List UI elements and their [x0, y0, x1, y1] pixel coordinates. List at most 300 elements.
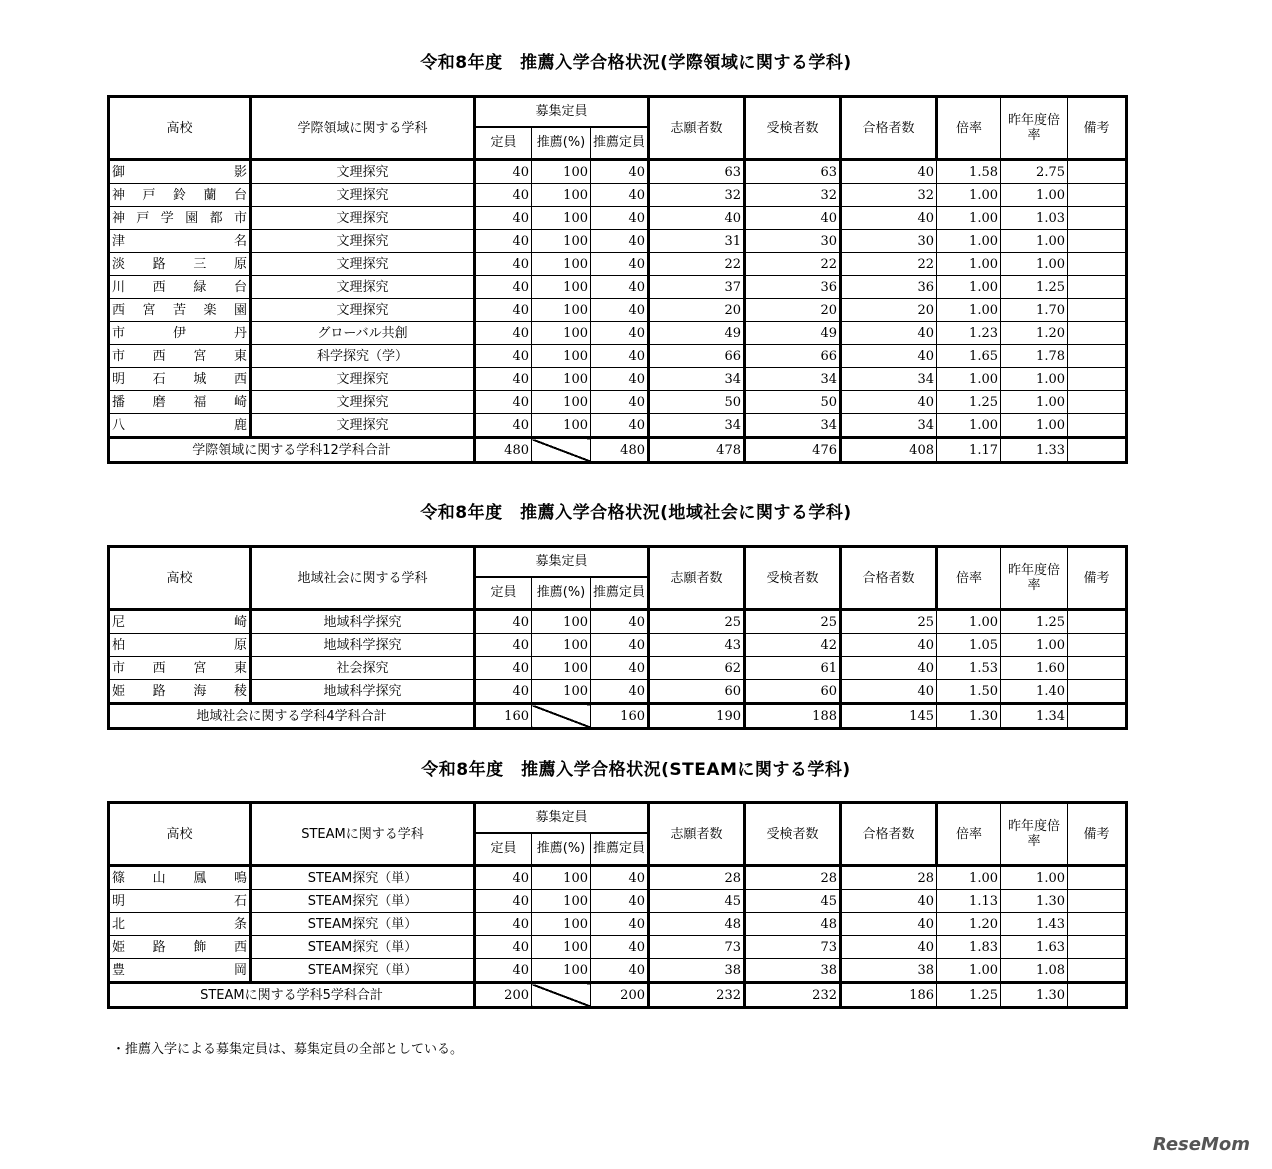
results-table: [107, 545, 1128, 730]
total-row: [109, 983, 1127, 1008]
cell-suisen-teiin: 40: [591, 866, 649, 890]
cell-remarks: [1068, 657, 1127, 680]
header-teiin: 定員: [475, 577, 532, 610]
cell-prev-ratio: 1.30: [1001, 890, 1068, 913]
table-title: 令和8年度 推薦入学合格状況(地域社会に関する学科): [420, 503, 852, 523]
header-school: 高校: [109, 547, 251, 610]
cell-examinees: 28: [745, 866, 841, 890]
cell-passed: 22: [841, 253, 937, 276]
cell-ratio: 1.00: [937, 959, 1001, 983]
cell-examinees: 25: [745, 610, 841, 634]
cell-department: STEAM探究（単）: [251, 913, 475, 936]
cell-prev-ratio: 1.00: [1001, 230, 1068, 253]
cell-suisen-pct: 100: [532, 866, 591, 890]
table-row: [109, 253, 1127, 276]
cell-applicants: 50: [649, 391, 745, 414]
cell-teiin: 40: [475, 207, 532, 230]
cell-school: 淡路三原: [109, 253, 251, 276]
cell-prev-ratio: 1.78: [1001, 345, 1068, 368]
header-suisen-teiin: 推薦定員: [591, 833, 649, 866]
cell-passed: 40: [841, 160, 937, 184]
cell-passed: 40: [841, 391, 937, 414]
header-school: 高校: [109, 803, 251, 866]
cell-suisen-pct: 100: [532, 184, 591, 207]
cell-teiin: 40: [475, 299, 532, 322]
total-applicants: 190: [649, 704, 745, 729]
header-capacity: 募集定員: [475, 97, 649, 127]
header-ratio: 倍率: [937, 547, 1001, 610]
cell-suisen-teiin: 40: [591, 657, 649, 680]
cell-remarks: [1068, 299, 1127, 322]
cell-passed: 40: [841, 345, 937, 368]
cell-remarks: [1068, 345, 1127, 368]
cell-department: STEAM探究（単）: [251, 936, 475, 959]
cell-suisen-pct: 100: [532, 414, 591, 438]
cell-school: 姫路海稜: [109, 680, 251, 704]
cell-remarks: [1068, 414, 1127, 438]
total-suisen-teiin: 160: [591, 704, 649, 729]
cell-suisen-teiin: 40: [591, 634, 649, 657]
table-row: [109, 414, 1127, 438]
cell-ratio: 1.50: [937, 680, 1001, 704]
cell-examinees: 61: [745, 657, 841, 680]
cell-suisen-teiin: 40: [591, 936, 649, 959]
cell-teiin: 40: [475, 160, 532, 184]
header-suisen-pct: 推薦(%): [532, 577, 591, 610]
cell-examinees: 73: [745, 936, 841, 959]
cell-prev-ratio: 2.75: [1001, 160, 1068, 184]
cell-passed: 40: [841, 913, 937, 936]
cell-ratio: 1.00: [937, 276, 1001, 299]
cell-teiin: 40: [475, 936, 532, 959]
cell-suisen-pct: 100: [532, 680, 591, 704]
header-passed: 合格者数: [841, 803, 937, 866]
cell-applicants: 73: [649, 936, 745, 959]
cell-suisen-teiin: 40: [591, 959, 649, 983]
cell-suisen-teiin: 40: [591, 276, 649, 299]
cell-suisen-pct: 100: [532, 322, 591, 345]
cell-department: 文理探究: [251, 276, 475, 299]
cell-teiin: 40: [475, 184, 532, 207]
table-row: [109, 160, 1127, 184]
table-row: [109, 207, 1127, 230]
cell-suisen-pct: 100: [532, 276, 591, 299]
header-teiin: 定員: [475, 833, 532, 866]
total-ratio: 1.30: [937, 704, 1001, 729]
total-row: [109, 704, 1127, 729]
total-prev-ratio: 1.34: [1001, 704, 1068, 729]
footnote: ・推薦入学による募集定員は、募集定員の全部としている。: [112, 1042, 464, 1057]
cell-ratio: 1.25: [937, 391, 1001, 414]
cell-department: 文理探究: [251, 253, 475, 276]
cell-suisen-teiin: 40: [591, 368, 649, 391]
cell-prev-ratio: 1.00: [1001, 368, 1068, 391]
cell-remarks: [1068, 253, 1127, 276]
cell-examinees: 49: [745, 322, 841, 345]
cell-prev-ratio: 1.00: [1001, 391, 1068, 414]
cell-suisen-pct: 100: [532, 913, 591, 936]
resemom-logo: ReseMom: [1152, 1134, 1250, 1155]
table-row: [109, 299, 1127, 322]
cell-passed: 36: [841, 276, 937, 299]
cell-suisen-teiin: 40: [591, 299, 649, 322]
cell-applicants: 34: [649, 368, 745, 391]
cell-examinees: 36: [745, 276, 841, 299]
cell-teiin: 40: [475, 368, 532, 391]
cell-suisen-teiin: 40: [591, 207, 649, 230]
cell-remarks: [1068, 936, 1127, 959]
cell-teiin: 40: [475, 680, 532, 704]
cell-teiin: 40: [475, 322, 532, 345]
header-passed: 合格者数: [841, 547, 937, 610]
cell-school: 姫路飾西: [109, 936, 251, 959]
results-table: [107, 801, 1128, 1009]
total-applicants: 232: [649, 983, 745, 1008]
results-table: [107, 95, 1128, 464]
cell-prev-ratio: 1.00: [1001, 414, 1068, 438]
cell-school: 神戸鈴蘭台: [109, 184, 251, 207]
table-row: [109, 634, 1127, 657]
cell-teiin: 40: [475, 866, 532, 890]
cell-remarks: [1068, 276, 1127, 299]
cell-ratio: 1.00: [937, 414, 1001, 438]
cell-school: 播磨福崎: [109, 391, 251, 414]
cell-passed: 40: [841, 634, 937, 657]
cell-ratio: 1.13: [937, 890, 1001, 913]
table-title: 令和8年度 推薦入学合格状況(STEAMに関する学科): [421, 760, 851, 780]
cell-remarks: [1068, 680, 1127, 704]
header-remarks: 備考: [1068, 803, 1127, 866]
cell-passed: 20: [841, 299, 937, 322]
cell-ratio: 1.00: [937, 299, 1001, 322]
total-examinees: 188: [745, 704, 841, 729]
cell-passed: 25: [841, 610, 937, 634]
cell-department: 文理探究: [251, 368, 475, 391]
total-examinees: 232: [745, 983, 841, 1008]
cell-ratio: 1.20: [937, 913, 1001, 936]
total-prev-ratio: 1.30: [1001, 983, 1068, 1008]
total-teiin: 480: [475, 438, 532, 463]
table-row: [109, 657, 1127, 680]
cell-prev-ratio: 1.00: [1001, 184, 1068, 207]
cell-suisen-pct: 100: [532, 657, 591, 680]
cell-prev-ratio: 1.70: [1001, 299, 1068, 322]
cell-suisen-teiin: 40: [591, 253, 649, 276]
cell-remarks: [1068, 913, 1127, 936]
cell-school: 柏原: [109, 634, 251, 657]
cell-prev-ratio: 1.20: [1001, 322, 1068, 345]
header-remarks: 備考: [1068, 547, 1127, 610]
total-examinees: 476: [745, 438, 841, 463]
cell-department: STEAM探究（単）: [251, 866, 475, 890]
table-row: [109, 322, 1127, 345]
table-row: [109, 610, 1127, 634]
cell-department: 科学探究（学）: [251, 345, 475, 368]
header-prev-ratio: 昨年度倍率: [1001, 803, 1068, 866]
cell-examinees: 20: [745, 299, 841, 322]
cell-school: 明石: [109, 890, 251, 913]
cell-suisen-pct: 100: [532, 936, 591, 959]
header-passed: 合格者数: [841, 97, 937, 160]
cell-examinees: 48: [745, 913, 841, 936]
cell-teiin: 40: [475, 253, 532, 276]
cell-school: 八鹿: [109, 414, 251, 438]
table-row: [109, 184, 1127, 207]
cell-school: 市伊丹: [109, 322, 251, 345]
cell-applicants: 28: [649, 866, 745, 890]
cell-department: 文理探究: [251, 299, 475, 322]
cell-ratio: 1.00: [937, 610, 1001, 634]
cell-department: 文理探究: [251, 414, 475, 438]
cell-teiin: 40: [475, 230, 532, 253]
total-label: 地域社会に関する学科4学科合計: [109, 704, 475, 729]
cell-passed: 40: [841, 680, 937, 704]
cell-suisen-teiin: 40: [591, 322, 649, 345]
cell-remarks: [1068, 959, 1127, 983]
cell-teiin: 40: [475, 610, 532, 634]
cell-ratio: 1.00: [937, 253, 1001, 276]
cell-teiin: 40: [475, 657, 532, 680]
header-prev-ratio: 昨年度倍率: [1001, 97, 1068, 160]
header-examinees: 受検者数: [745, 547, 841, 610]
cell-prev-ratio: 1.00: [1001, 253, 1068, 276]
cell-suisen-teiin: 40: [591, 890, 649, 913]
cell-school: 西宮苦楽園: [109, 299, 251, 322]
header-ratio: 倍率: [937, 97, 1001, 160]
cell-school: 北条: [109, 913, 251, 936]
cell-school: 市西宮東: [109, 345, 251, 368]
cell-examinees: 30: [745, 230, 841, 253]
cell-department: グローバル共創: [251, 322, 475, 345]
cell-school: 市西宮東: [109, 657, 251, 680]
cell-applicants: 38: [649, 959, 745, 983]
cell-passed: 34: [841, 368, 937, 391]
cell-department: 文理探究: [251, 184, 475, 207]
cell-applicants: 32: [649, 184, 745, 207]
header-applicants: 志願者数: [649, 803, 745, 866]
cell-department: STEAM探究（単）: [251, 890, 475, 913]
total-teiin: 160: [475, 704, 532, 729]
cell-examinees: 40: [745, 207, 841, 230]
total-passed: 186: [841, 983, 937, 1008]
total-suisen-teiin: 200: [591, 983, 649, 1008]
total-suisen-pct-slash: [532, 983, 591, 1008]
cell-examinees: 38: [745, 959, 841, 983]
cell-department: STEAM探究（単）: [251, 959, 475, 983]
cell-applicants: 62: [649, 657, 745, 680]
cell-department: 文理探究: [251, 160, 475, 184]
cell-remarks: [1068, 368, 1127, 391]
cell-school: 御影: [109, 160, 251, 184]
table-row: [109, 866, 1127, 890]
header-examinees: 受検者数: [745, 97, 841, 160]
header-row: [109, 547, 1127, 577]
cell-department: 文理探究: [251, 230, 475, 253]
cell-suisen-teiin: 40: [591, 913, 649, 936]
cell-suisen-pct: 100: [532, 610, 591, 634]
cell-school: 津名: [109, 230, 251, 253]
cell-suisen-pct: 100: [532, 207, 591, 230]
cell-passed: 40: [841, 657, 937, 680]
cell-school: 明石城西: [109, 368, 251, 391]
cell-department: 地域科学探究: [251, 610, 475, 634]
cell-remarks: [1068, 322, 1127, 345]
cell-ratio: 1.53: [937, 657, 1001, 680]
header-applicants: 志願者数: [649, 547, 745, 610]
cell-ratio: 1.00: [937, 866, 1001, 890]
cell-applicants: 48: [649, 913, 745, 936]
header-applicants: 志願者数: [649, 97, 745, 160]
cell-teiin: 40: [475, 391, 532, 414]
cell-school: 豊岡: [109, 959, 251, 983]
total-applicants: 478: [649, 438, 745, 463]
cell-remarks: [1068, 610, 1127, 634]
cell-prev-ratio: 1.25: [1001, 610, 1068, 634]
cell-suisen-pct: 100: [532, 160, 591, 184]
table-row: [109, 391, 1127, 414]
header-suisen-pct: 推薦(%): [532, 833, 591, 866]
total-label: 学際領域に関する学科12学科合計: [109, 438, 475, 463]
total-suisen-pct-slash: [532, 704, 591, 729]
cell-ratio: 1.00: [937, 230, 1001, 253]
header-capacity: 募集定員: [475, 803, 649, 833]
cell-passed: 28: [841, 866, 937, 890]
cell-passed: 40: [841, 890, 937, 913]
table-row: [109, 890, 1127, 913]
cell-remarks: [1068, 983, 1127, 1008]
cell-prev-ratio: 1.40: [1001, 680, 1068, 704]
cell-department: 地域科学探究: [251, 634, 475, 657]
header-suisen-pct: 推薦(%): [532, 127, 591, 160]
cell-prev-ratio: 1.43: [1001, 913, 1068, 936]
cell-ratio: 1.00: [937, 368, 1001, 391]
total-row: [109, 438, 1127, 463]
cell-suisen-pct: 100: [532, 391, 591, 414]
cell-remarks: [1068, 207, 1127, 230]
cell-examinees: 34: [745, 368, 841, 391]
cell-ratio: 1.83: [937, 936, 1001, 959]
cell-remarks: [1068, 391, 1127, 414]
cell-applicants: 66: [649, 345, 745, 368]
cell-department: 文理探究: [251, 391, 475, 414]
header-row: [109, 803, 1127, 833]
cell-ratio: 1.00: [937, 184, 1001, 207]
cell-examinees: 34: [745, 414, 841, 438]
cell-examinees: 32: [745, 184, 841, 207]
cell-department: 文理探究: [251, 207, 475, 230]
cell-ratio: 1.05: [937, 634, 1001, 657]
header-row: [109, 97, 1127, 127]
total-suisen-teiin: 480: [591, 438, 649, 463]
header-dept: 地域社会に関する学科: [251, 547, 475, 610]
table-row: [109, 276, 1127, 299]
cell-passed: 40: [841, 322, 937, 345]
header-remarks: 備考: [1068, 97, 1127, 160]
cell-examinees: 66: [745, 345, 841, 368]
cell-remarks: [1068, 438, 1127, 463]
header-ratio: 倍率: [937, 803, 1001, 866]
cell-ratio: 1.00: [937, 207, 1001, 230]
table-row: [109, 345, 1127, 368]
cell-examinees: 22: [745, 253, 841, 276]
header-capacity: 募集定員: [475, 547, 649, 577]
cell-school: 篠山鳳鳴: [109, 866, 251, 890]
cell-passed: 40: [841, 936, 937, 959]
cell-suisen-pct: 100: [532, 230, 591, 253]
cell-prev-ratio: 1.00: [1001, 866, 1068, 890]
cell-teiin: 40: [475, 913, 532, 936]
cell-suisen-teiin: 40: [591, 680, 649, 704]
total-passed: 408: [841, 438, 937, 463]
cell-suisen-teiin: 40: [591, 391, 649, 414]
cell-applicants: 60: [649, 680, 745, 704]
table-row: [109, 230, 1127, 253]
cell-passed: 32: [841, 184, 937, 207]
cell-suisen-teiin: 40: [591, 345, 649, 368]
cell-applicants: 40: [649, 207, 745, 230]
header-prev-ratio: 昨年度倍率: [1001, 547, 1068, 610]
cell-suisen-teiin: 40: [591, 610, 649, 634]
table-row: [109, 680, 1127, 704]
cell-suisen-pct: 100: [532, 345, 591, 368]
cell-suisen-pct: 100: [532, 959, 591, 983]
cell-teiin: 40: [475, 345, 532, 368]
table-title: 令和8年度 推薦入学合格状況(学際領域に関する学科): [420, 53, 852, 73]
cell-suisen-teiin: 40: [591, 230, 649, 253]
cell-suisen-pct: 100: [532, 368, 591, 391]
cell-applicants: 22: [649, 253, 745, 276]
cell-applicants: 49: [649, 322, 745, 345]
cell-teiin: 40: [475, 890, 532, 913]
cell-suisen-teiin: 40: [591, 414, 649, 438]
cell-suisen-pct: 100: [532, 253, 591, 276]
total-teiin: 200: [475, 983, 532, 1008]
cell-applicants: 25: [649, 610, 745, 634]
cell-remarks: [1068, 230, 1127, 253]
cell-applicants: 34: [649, 414, 745, 438]
header-teiin: 定員: [475, 127, 532, 160]
cell-department: 地域科学探究: [251, 680, 475, 704]
cell-prev-ratio: 1.60: [1001, 657, 1068, 680]
cell-school: 神戸学園都市: [109, 207, 251, 230]
cell-applicants: 43: [649, 634, 745, 657]
header-examinees: 受検者数: [745, 803, 841, 866]
cell-prev-ratio: 1.63: [1001, 936, 1068, 959]
cell-applicants: 37: [649, 276, 745, 299]
cell-passed: 34: [841, 414, 937, 438]
cell-examinees: 45: [745, 890, 841, 913]
cell-ratio: 1.65: [937, 345, 1001, 368]
cell-examinees: 42: [745, 634, 841, 657]
total-suisen-pct-slash: [532, 438, 591, 463]
cell-examinees: 63: [745, 160, 841, 184]
cell-prev-ratio: 1.25: [1001, 276, 1068, 299]
cell-examinees: 60: [745, 680, 841, 704]
header-dept: STEAMに関する学科: [251, 803, 475, 866]
table-row: [109, 936, 1127, 959]
cell-remarks: [1068, 184, 1127, 207]
cell-applicants: 31: [649, 230, 745, 253]
table-row: [109, 959, 1127, 983]
header-dept: 学際領域に関する学科: [251, 97, 475, 160]
total-prev-ratio: 1.33: [1001, 438, 1068, 463]
cell-school: 川西緑台: [109, 276, 251, 299]
cell-prev-ratio: 1.03: [1001, 207, 1068, 230]
cell-remarks: [1068, 704, 1127, 729]
cell-teiin: 40: [475, 414, 532, 438]
header-school: 高校: [109, 97, 251, 160]
cell-ratio: 1.23: [937, 322, 1001, 345]
